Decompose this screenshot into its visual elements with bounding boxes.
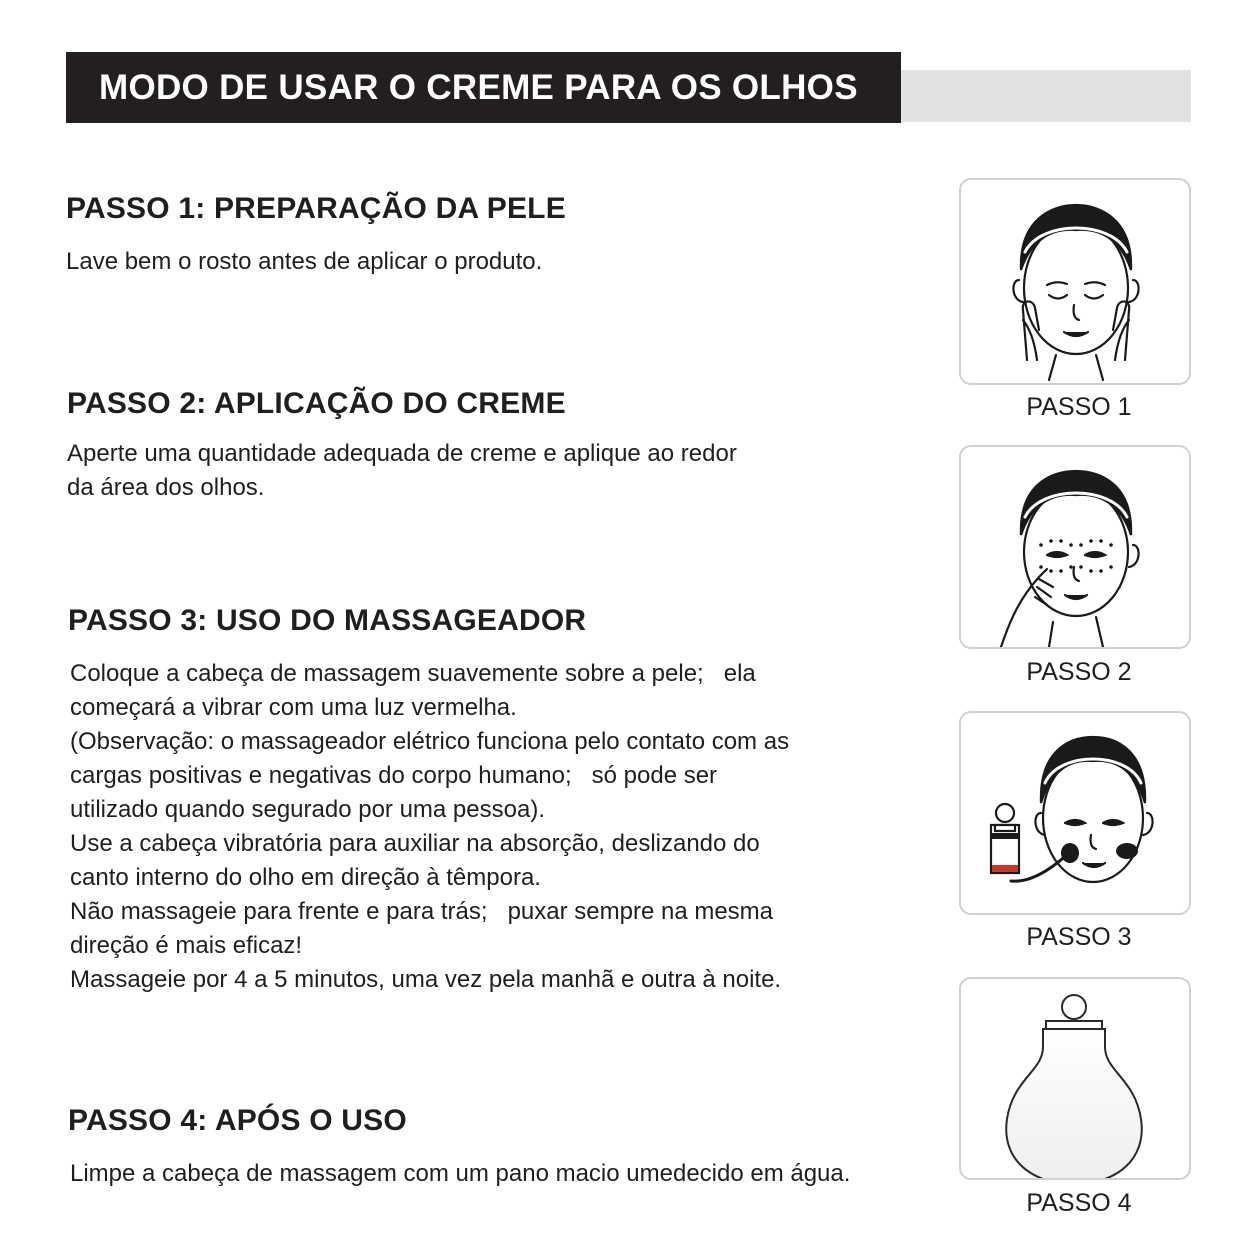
step-1-label: PASSO 1 (1026, 393, 1132, 421)
step-1-text (66, 245, 542, 279)
step-3-line: Massageie por 4 a 5 minutos, uma vez pela manhã e outra à noite. (70, 966, 782, 993)
step-3-line: começará a vibrar com uma luz vermelha. (70, 694, 517, 721)
massager-device-icon (961, 979, 1189, 1178)
face-massager-icon (961, 713, 1189, 913)
step-2-illustration (959, 445, 1191, 649)
step-3-line: (Observação: o massageador elétrico funciona pelo contato com as (70, 728, 790, 755)
step-3-label: PASSO 3 (1026, 923, 1132, 951)
step-2-line: da área dos olhos. (67, 474, 265, 501)
step-3-line: Não massageie para frente e para trás; puxar sempre na mesma (70, 898, 774, 925)
step-2-line: Aperte uma quantidade adequada de creme e aplique ao redor (67, 440, 737, 467)
step-1-title: PASSO 1: PREPARAÇÃO DA PELE (66, 192, 566, 225)
step-3-line: Use a cabeça vibratória para auxiliar na absorção, deslizando do (70, 830, 760, 857)
step-3-illustration (959, 711, 1191, 915)
face-washing-icon (961, 180, 1189, 383)
step-1-illustration (959, 178, 1191, 385)
step-3-line: canto interno do olho em direção à têmpora. (70, 864, 541, 891)
step-2-text (67, 437, 737, 505)
step-3-line: utilizado quando segurado por uma pessoa). (70, 796, 545, 823)
step-4-text (70, 1157, 850, 1191)
step-2-title: PASSO 2: APLICAÇÃO DO CREME (67, 387, 566, 420)
step-4-line: Limpe a cabeça de massagem com um pano macio umedecido em água. (70, 1160, 851, 1187)
step-3-line: direção é mais eficaz! (70, 932, 303, 959)
step-4-title: PASSO 4: APÓS O USO (68, 1104, 407, 1137)
step-1-line: Lave bem o rosto antes de aplicar o produto. (66, 248, 543, 275)
step-3-text (70, 657, 789, 997)
page-title: MODO DE USAR O CREME PARA OS OLHOS (66, 52, 901, 123)
step-4-illustration (959, 977, 1191, 1180)
step-3-line: cargas positivas e negativas do corpo humano; só pode ser (70, 762, 718, 789)
step-2-label: PASSO 2 (1026, 658, 1132, 686)
step-3-title: PASSO 3: USO DO MASSAGEADOR (68, 604, 587, 637)
face-cream-application-icon (961, 447, 1189, 647)
step-3-line: Coloque a cabeça de massagem suavemente sobre a pele; ela (70, 660, 756, 687)
step-4-label: PASSO 4 (1026, 1189, 1132, 1217)
